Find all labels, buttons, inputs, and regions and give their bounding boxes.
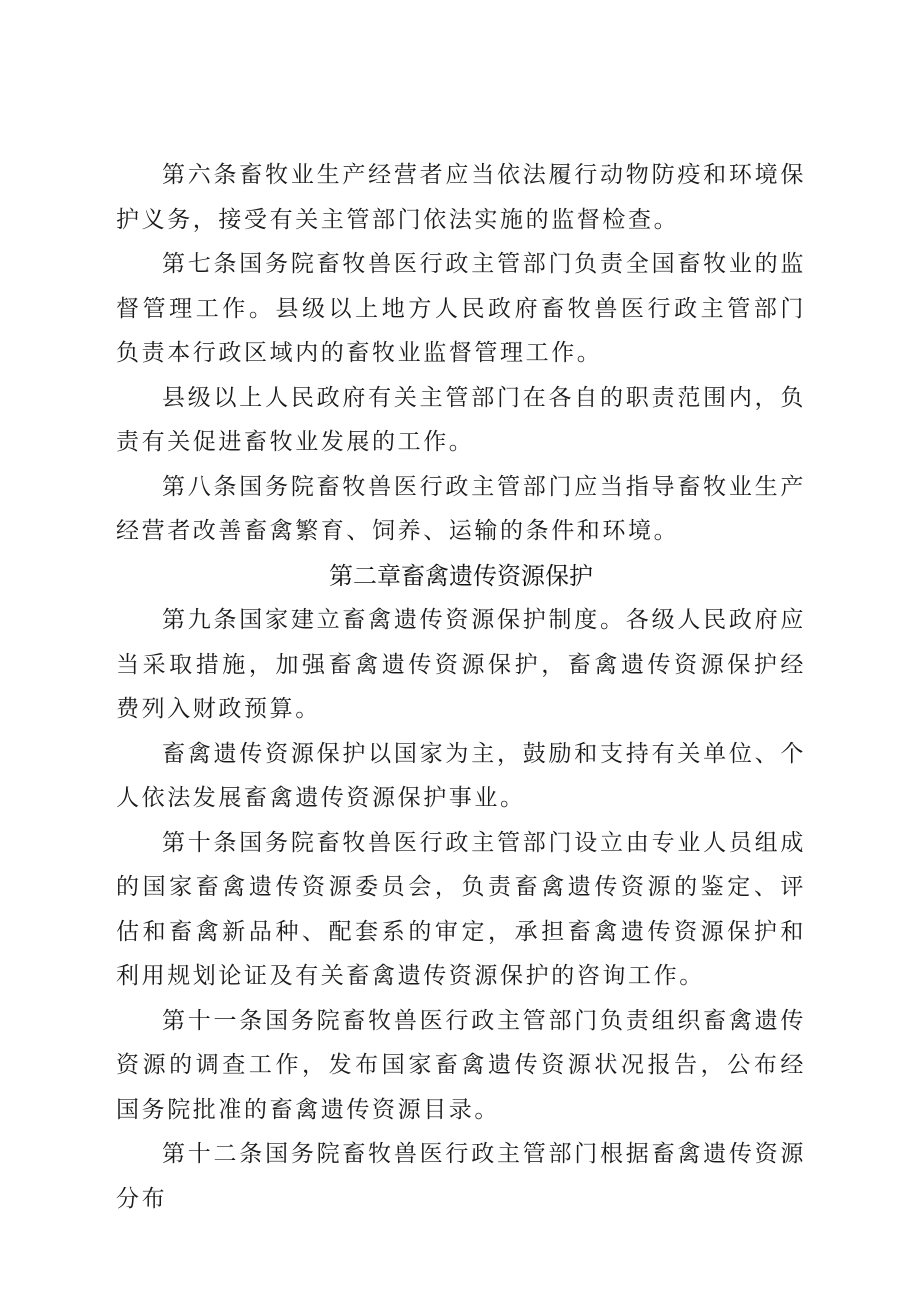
article-6-paragraph: 第六条畜牧业生产经营者应当依法履行动物防疫和环境保护义务，接受有关主管部门依法实施的监督检查。 — [116, 162, 806, 233]
article-8-paragraph: 第八条国务院畜牧兽医行政主管部门应当指导畜牧业生产经营者改善畜禽繁育、饲养、运输的条件和环境。 — [116, 473, 806, 544]
article-7-paragraph: 第七条国务院畜牧兽医行政主管部门负责全国畜牧业的监督管理工作。县级以上地方人民政府畜牧兽医行政主管部门负责本行政区域内的畜牧业监督管理工作。 — [116, 251, 806, 366]
article-11-paragraph: 第十一条国务院畜牧兽医行政主管部门负责组织畜禽遗传资源的调查工作，发布国家畜禽遗传资源状况报告，公布经国务院批准的畜禽遗传资源目录。 — [116, 1007, 806, 1123]
article-7-subparagraph: 县级以上人民政府有关主管部门在各自的职责范围内，负责有关促进畜牧业发展的工作。 — [116, 384, 806, 455]
chapter-heading: 第二章畜禽遗传资源保护 — [329, 561, 593, 590]
article-12-paragraph: 第十二条国务院畜牧兽医行政主管部门根据畜禽遗传资源分布 — [116, 1141, 806, 1212]
article-9-subparagraph: 畜禽遗传资源保护以国家为主，鼓励和支持有关单位、个人依法发展畜禽遗传资源保护事业。 — [116, 740, 806, 811]
document-body — [116, 153, 806, 1221]
article-9-paragraph: 第九条国家建立畜禽遗传资源保护制度。各级人民政府应当采取措施，加强畜禽遗传资源保护，畜禽遗传资源保护经费列入财政预算。 — [116, 607, 806, 722]
article-10-paragraph: 第十条国务院畜牧兽医行政主管部门设立由专业人员组成的国家畜禽遗传资源委员会，负责畜禽遗传资源的鉴定、评估和畜禽新品种、配套系的审定，承担畜禽遗传资源保护和利用规划论证及有关畜禽遗传资源保护的咨询工作。 — [116, 829, 806, 989]
